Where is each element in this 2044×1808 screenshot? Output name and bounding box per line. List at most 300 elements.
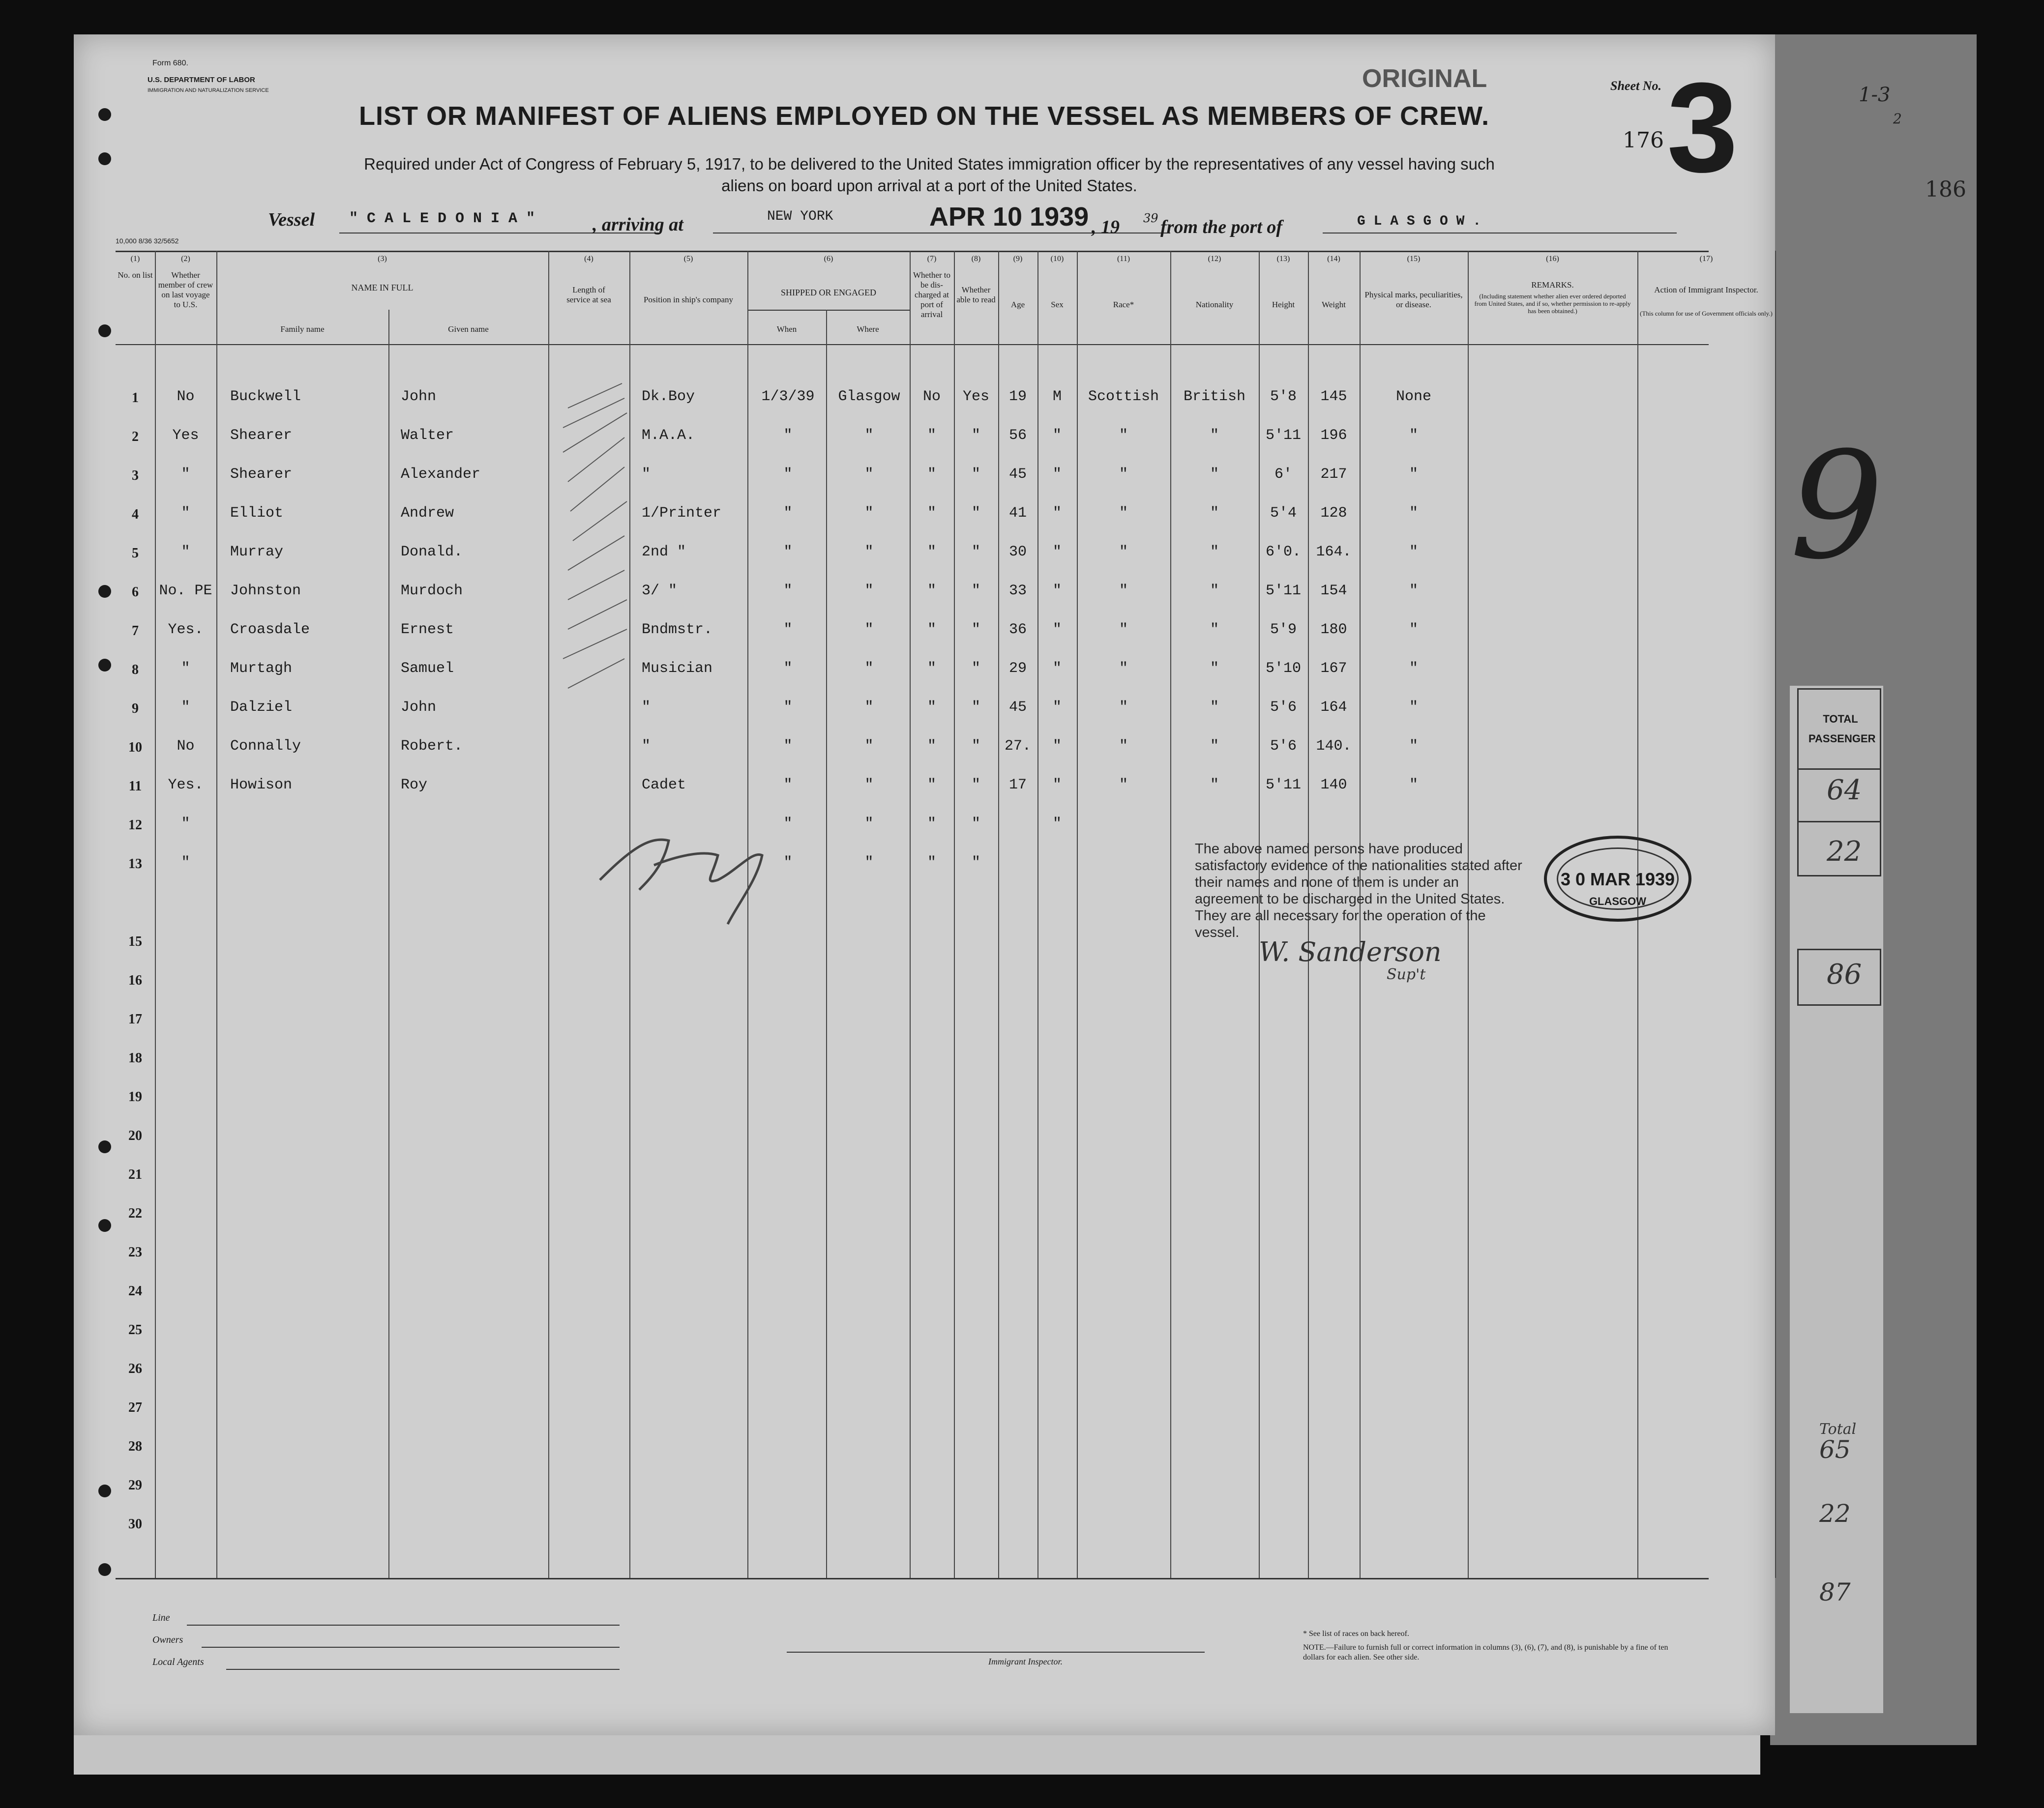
row-number: 30 bbox=[128, 1516, 142, 1532]
tally-header-box bbox=[1797, 688, 1881, 770]
discharged-cell: " bbox=[927, 544, 936, 560]
row-number: 13 bbox=[128, 856, 142, 872]
able-to-read-cell: " bbox=[971, 466, 980, 483]
row-number: 9 bbox=[132, 701, 139, 716]
race-cell: " bbox=[1119, 738, 1128, 755]
immigrant-inspector-label: Immigrant Inspector. bbox=[988, 1657, 1063, 1666]
race-cell: " bbox=[1119, 583, 1128, 599]
shipped-where-cell: " bbox=[864, 777, 874, 793]
weight-cell: 196 bbox=[1320, 427, 1347, 444]
punch-hole bbox=[98, 152, 111, 165]
original-stamp: ORIGINAL bbox=[1362, 64, 1487, 93]
shipped-when-cell: " bbox=[783, 505, 793, 522]
physical-marks-cell: " bbox=[1409, 777, 1418, 793]
column-number: (17) bbox=[1699, 255, 1713, 263]
physical-marks-cell: " bbox=[1409, 505, 1418, 522]
certification-text: The above named persons have produced satisfactory evidence of the nationalities stated after their names and none of them is under an agreement to be discharged in the United States. They are all necessary for the operation of the vessel. bbox=[1195, 841, 1522, 940]
nationality-cell: " bbox=[1210, 699, 1219, 716]
header-remarks: REMARKS. bbox=[1531, 280, 1574, 290]
age-cell: 33 bbox=[1008, 583, 1027, 599]
row-number: 10 bbox=[128, 740, 142, 755]
family-name-cell: Buckwell bbox=[230, 388, 301, 405]
row-number: 22 bbox=[128, 1206, 142, 1221]
height-cell: 5'6 bbox=[1270, 738, 1297, 755]
header-where: Where bbox=[857, 324, 879, 334]
able-to-read-cell: Yes bbox=[962, 388, 989, 405]
year-label: , 19 bbox=[1092, 217, 1120, 237]
header-inspector-note: (This column for use of Government officials only.) bbox=[1640, 310, 1773, 317]
column-number: (5) bbox=[683, 255, 693, 263]
footer-agents-label: Local Agents bbox=[152, 1657, 204, 1667]
column-line bbox=[1037, 251, 1038, 1578]
header-physical-marks: Physical marks, peculiarities, or disease. bbox=[1364, 290, 1463, 309]
last-voyage-cell: Yes bbox=[172, 427, 199, 444]
family-name-cell: Elliot bbox=[230, 505, 284, 522]
weight-cell: 140. bbox=[1316, 738, 1352, 755]
position-cell: Dk.Boy bbox=[642, 388, 695, 405]
column-number: (9) bbox=[1013, 255, 1023, 263]
column-number: (14) bbox=[1327, 255, 1340, 263]
column-line bbox=[1170, 251, 1171, 1578]
shipped-when-cell: " bbox=[783, 699, 793, 716]
tally-label: TOTAL PASSENGER bbox=[1808, 713, 1876, 745]
position-cell: M.A.A. bbox=[642, 427, 695, 444]
family-name-cell: Howison bbox=[230, 777, 293, 793]
races-note: * See list of races on back hereof. bbox=[1303, 1630, 1409, 1638]
race-cell: Scottish bbox=[1088, 388, 1159, 405]
table-header-bottom bbox=[116, 344, 1709, 345]
header-family-name: Family name bbox=[280, 324, 325, 334]
shipped-when-cell: " bbox=[783, 466, 793, 483]
subtitle-line-2: aliens on board upon arrival at a port of the United States. bbox=[721, 176, 1137, 195]
given-name-cell: Donald. bbox=[401, 544, 463, 560]
table-top-border bbox=[116, 251, 1709, 252]
tally-total: 22 bbox=[1819, 1499, 1851, 1528]
able-to-read-cell: " bbox=[971, 777, 980, 793]
height-cell: 5'6 bbox=[1270, 699, 1297, 716]
discharged-cell: " bbox=[927, 466, 936, 483]
column-line bbox=[548, 251, 549, 1578]
able-to-read-cell: " bbox=[971, 738, 980, 755]
column-number: (10) bbox=[1050, 255, 1064, 263]
form-number: Form 680. bbox=[152, 59, 188, 67]
shipped-where-cell: " bbox=[864, 816, 874, 832]
row-number: 23 bbox=[128, 1245, 142, 1260]
column-line bbox=[1077, 251, 1078, 1578]
age-cell: 56 bbox=[1008, 427, 1027, 444]
shipped-when-cell: " bbox=[783, 427, 793, 444]
nationality-cell: " bbox=[1210, 777, 1219, 793]
able-to-read-cell: " bbox=[971, 544, 980, 560]
last-voyage-cell: " bbox=[181, 699, 190, 716]
header-remarks-note: (Including statement whether alien ever ordered deported from United States, and if so, whether permission to re-apply has been obtained.) bbox=[1474, 292, 1631, 315]
shipped-divider bbox=[747, 310, 910, 311]
shipped-when-cell: " bbox=[783, 816, 793, 832]
column-line bbox=[910, 251, 911, 1578]
punch-hole bbox=[98, 659, 111, 671]
header-position: Position in ship's company bbox=[643, 295, 734, 304]
able-to-read-cell: " bbox=[971, 505, 980, 522]
column-number: (15) bbox=[1407, 255, 1421, 263]
sheet-stamp-number: 176 bbox=[1623, 128, 1664, 153]
weight-cell: 164. bbox=[1316, 544, 1352, 560]
given-name-cell: Murdoch bbox=[401, 583, 463, 599]
punch-hole bbox=[98, 1563, 111, 1576]
header-age: Age bbox=[1010, 300, 1025, 309]
year-suffix: 39 bbox=[1143, 211, 1158, 225]
header-name-in-full: NAME IN FULL bbox=[351, 283, 414, 292]
position-cell: " bbox=[642, 466, 651, 483]
column-line bbox=[1775, 251, 1776, 1578]
penalty-note: NOTE.—Failure to furnish full or correct information in columns (3), (6), (7), and (8), is punishable by a fine of ten dollars for each alien. See other side. bbox=[1303, 1643, 1668, 1662]
weight-cell: 128 bbox=[1320, 505, 1347, 522]
sex-cell: " bbox=[1052, 777, 1062, 793]
position-cell: " bbox=[642, 699, 651, 716]
header-no-on-list: No. on list bbox=[118, 270, 153, 280]
height-cell: 5'10 bbox=[1265, 660, 1301, 677]
physical-marks-cell: " bbox=[1409, 699, 1418, 716]
sex-cell: " bbox=[1052, 544, 1062, 560]
arriving-label: , arriving at bbox=[592, 214, 683, 235]
given-name-cell: Alexander bbox=[401, 466, 481, 483]
age-cell: 36 bbox=[1008, 621, 1027, 638]
glasgow-date-stamp bbox=[1544, 836, 1691, 922]
race-cell: " bbox=[1119, 699, 1128, 716]
shipped-when-cell: 1/3/39 bbox=[761, 388, 815, 405]
height-cell: 5'8 bbox=[1270, 388, 1297, 405]
family-name-cell: Murray bbox=[230, 544, 284, 560]
able-to-read-cell: " bbox=[971, 816, 980, 832]
corner-mark: 1-3 bbox=[1859, 84, 1891, 106]
age-cell: 45 bbox=[1008, 699, 1027, 716]
column-number: (13) bbox=[1276, 255, 1290, 263]
column-line bbox=[155, 251, 156, 1578]
footer-underline bbox=[226, 1669, 620, 1670]
discharged-cell: " bbox=[927, 583, 936, 599]
discharged-cell: No bbox=[922, 388, 941, 405]
last-voyage-cell: " bbox=[181, 816, 190, 832]
given-name-cell: Robert. bbox=[401, 738, 463, 755]
footer-owners-label: Owners bbox=[152, 1634, 183, 1645]
height-cell: 5'9 bbox=[1270, 621, 1297, 638]
row-number: 27 bbox=[128, 1400, 142, 1415]
header-race: Race* bbox=[1113, 300, 1134, 309]
height-cell: 5'11 bbox=[1265, 427, 1301, 444]
header-inspector-action: Action of Immigrant Inspector. bbox=[1654, 285, 1758, 294]
row-number: 21 bbox=[128, 1167, 142, 1182]
signature-title: Sup't bbox=[1387, 966, 1426, 983]
age-cell: 45 bbox=[1008, 466, 1027, 483]
sex-cell: " bbox=[1052, 621, 1062, 638]
row-number: 17 bbox=[128, 1012, 142, 1027]
last-voyage-cell: " bbox=[181, 854, 190, 871]
header-length-of-service: Length of service at sea bbox=[566, 285, 611, 304]
height-cell: 6' bbox=[1274, 466, 1292, 483]
header-nationality: Nationality bbox=[1195, 300, 1234, 309]
from-port-label: from the port of bbox=[1160, 217, 1283, 237]
shipped-when-cell: " bbox=[783, 544, 793, 560]
footer-underline bbox=[202, 1647, 620, 1648]
margin-handwritten-number: 9 bbox=[1790, 420, 1884, 592]
header-given-name: Given name bbox=[448, 324, 489, 334]
last-voyage-cell: No bbox=[177, 738, 195, 755]
header-height: Height bbox=[1272, 300, 1295, 309]
header-discharged: Whether to be dis-charged at port of arrival bbox=[913, 270, 950, 319]
given-name-cell: Samuel bbox=[401, 660, 454, 677]
last-voyage-cell: " bbox=[181, 544, 190, 560]
inspector-signature-line bbox=[787, 1652, 1205, 1653]
department-name: U.S. DEPARTMENT OF LABOR bbox=[148, 76, 255, 84]
nationality-cell: " bbox=[1210, 738, 1219, 755]
last-voyage-cell: No bbox=[177, 388, 195, 405]
nationality-cell: " bbox=[1210, 544, 1219, 560]
nationality-cell: " bbox=[1210, 505, 1219, 522]
punch-hole bbox=[98, 585, 111, 598]
row-number: 26 bbox=[128, 1361, 142, 1376]
row-number: 24 bbox=[128, 1283, 142, 1299]
shipped-where-cell: " bbox=[864, 427, 874, 444]
shipped-where-cell: " bbox=[864, 544, 874, 560]
column-number: (7) bbox=[927, 255, 937, 263]
arrival-date-stamp: APR 10 1939 bbox=[929, 202, 1089, 232]
column-line bbox=[954, 251, 955, 1578]
underlying-page bbox=[74, 1735, 1760, 1775]
header-weight: Weight bbox=[1322, 300, 1346, 309]
given-name-cell: John bbox=[401, 699, 437, 716]
row-number: 25 bbox=[128, 1322, 142, 1338]
shipped-when-cell: " bbox=[783, 621, 793, 638]
sheet-label: Sheet No. bbox=[1610, 79, 1661, 93]
discharged-cell: " bbox=[927, 621, 936, 638]
nationality-cell: " bbox=[1210, 621, 1219, 638]
column-number: (6) bbox=[824, 255, 833, 263]
height-cell: 5'11 bbox=[1265, 777, 1301, 793]
row-number: 20 bbox=[128, 1128, 142, 1143]
shipped-where-cell: " bbox=[864, 466, 874, 483]
physical-marks-cell: " bbox=[1409, 466, 1418, 483]
nationality-cell: " bbox=[1210, 660, 1219, 677]
able-to-read-cell: " bbox=[971, 621, 980, 638]
age-cell: 29 bbox=[1008, 660, 1027, 677]
corner-mark: 186 bbox=[1925, 177, 1966, 202]
print-code: 10,000 8/36 32/5652 bbox=[116, 237, 179, 245]
sex-cell: M bbox=[1052, 388, 1062, 405]
tally-total: 87 bbox=[1819, 1578, 1851, 1606]
race-cell: " bbox=[1119, 544, 1128, 560]
weight-cell: 217 bbox=[1320, 466, 1347, 483]
discharged-cell: " bbox=[927, 699, 936, 716]
age-cell: 27. bbox=[1004, 738, 1031, 755]
weight-cell: 145 bbox=[1320, 388, 1347, 405]
position-cell: Cadet bbox=[642, 777, 686, 793]
height-cell: 6'0. bbox=[1265, 544, 1301, 560]
race-cell: " bbox=[1119, 660, 1128, 677]
discharged-cell: " bbox=[927, 777, 936, 793]
punch-hole bbox=[98, 1140, 111, 1153]
row-number: 1 bbox=[132, 390, 139, 406]
nationality-cell: British bbox=[1183, 388, 1246, 405]
row-number: 29 bbox=[128, 1478, 142, 1493]
punch-hole bbox=[98, 324, 111, 337]
given-name-cell: Roy bbox=[401, 777, 428, 793]
last-voyage-cell: Yes. bbox=[168, 777, 204, 793]
punch-hole bbox=[98, 1219, 111, 1232]
shipped-where-cell: Glasgow bbox=[838, 388, 900, 405]
table-bottom-border bbox=[116, 1578, 1709, 1579]
position-cell: Bndmstr. bbox=[642, 621, 713, 638]
shipped-when-cell: " bbox=[783, 660, 793, 677]
family-name-cell: Johnston bbox=[230, 583, 301, 599]
sex-cell: " bbox=[1052, 505, 1062, 522]
race-cell: " bbox=[1119, 621, 1128, 638]
age-cell: 17 bbox=[1008, 777, 1027, 793]
manifest-sheet bbox=[74, 34, 1775, 1735]
row-number: 15 bbox=[128, 934, 142, 949]
tally-value: 64 bbox=[1827, 774, 1862, 806]
able-to-read-cell: " bbox=[971, 660, 980, 677]
sheet-number: 3 bbox=[1667, 57, 1738, 199]
physical-marks-cell: None bbox=[1395, 388, 1431, 405]
arriving-port: NEW YORK bbox=[767, 209, 833, 224]
position-cell: 1/Printer bbox=[642, 505, 722, 522]
row-number: 28 bbox=[128, 1439, 142, 1454]
subtitle-line-1: Required under Act of Congress of February 5, 1917, to be delivered to the United States immigration officer by the representatives of any vessel having such bbox=[364, 155, 1495, 173]
physical-marks-cell: " bbox=[1409, 621, 1418, 638]
position-cell: 2nd " bbox=[642, 544, 686, 560]
shipped-where-cell: " bbox=[864, 660, 874, 677]
family-name-cell: Shearer bbox=[230, 466, 293, 483]
vessel-name: " C A L E D O N I A " bbox=[349, 210, 535, 227]
column-number: (2) bbox=[181, 255, 190, 263]
row-number: 2 bbox=[132, 429, 139, 444]
position-cell: " bbox=[642, 738, 651, 755]
tally-value: 22 bbox=[1827, 836, 1862, 868]
header-last-voyage: Whether member of crew on last voyage to U.S. bbox=[158, 270, 213, 309]
discharged-cell: " bbox=[927, 816, 936, 832]
discharged-cell: " bbox=[927, 660, 936, 677]
sex-cell: " bbox=[1052, 466, 1062, 483]
last-voyage-cell: No. PE bbox=[159, 583, 212, 599]
column-number: (8) bbox=[971, 255, 981, 263]
punch-hole bbox=[98, 108, 111, 121]
column-line bbox=[388, 310, 389, 1578]
tally-total-label: Total bbox=[1819, 1421, 1857, 1438]
physical-marks-cell: " bbox=[1409, 660, 1418, 677]
able-to-read-cell: " bbox=[971, 583, 980, 599]
able-to-read-cell: " bbox=[971, 699, 980, 716]
discharged-cell: " bbox=[927, 738, 936, 755]
family-name-cell: Shearer bbox=[230, 427, 293, 444]
row-number: 18 bbox=[128, 1050, 142, 1066]
column-line bbox=[826, 310, 827, 1578]
race-cell: " bbox=[1119, 427, 1128, 444]
row-number: 6 bbox=[132, 584, 139, 600]
last-voyage-cell: " bbox=[181, 660, 190, 677]
family-name-cell: Croasdale bbox=[230, 621, 310, 638]
physical-marks-cell: " bbox=[1409, 427, 1418, 444]
header-able-to-read: Whether able to read bbox=[956, 285, 996, 304]
race-cell: " bbox=[1119, 466, 1128, 483]
row-number: 12 bbox=[128, 817, 142, 833]
tally-value: 86 bbox=[1827, 959, 1862, 991]
height-cell: 5'11 bbox=[1265, 583, 1301, 599]
row-number: 19 bbox=[128, 1089, 142, 1105]
row-number: 8 bbox=[132, 662, 139, 677]
header-when: When bbox=[776, 324, 797, 334]
age-cell: 41 bbox=[1008, 505, 1027, 522]
shipped-when-cell: " bbox=[783, 738, 793, 755]
vessel-label: Vessel bbox=[268, 209, 315, 230]
last-voyage-cell: " bbox=[181, 466, 190, 483]
column-line bbox=[998, 251, 999, 1578]
service-name: IMMIGRATION AND NATURALIZATION SERVICE bbox=[148, 87, 269, 93]
column-number: (11) bbox=[1117, 255, 1130, 263]
weight-cell: 180 bbox=[1320, 621, 1347, 638]
family-name-cell: Murtagh bbox=[230, 660, 293, 677]
race-cell: " bbox=[1119, 777, 1128, 793]
punch-hole bbox=[98, 1485, 111, 1497]
superintendent-signature: W. Sanderson bbox=[1259, 936, 1442, 967]
height-cell: 5'4 bbox=[1270, 505, 1297, 522]
shipped-where-cell: " bbox=[864, 583, 874, 599]
given-name-cell: Andrew bbox=[401, 505, 454, 522]
row-number: 5 bbox=[132, 546, 139, 561]
sex-cell: " bbox=[1052, 660, 1062, 677]
family-name-cell: Dalziel bbox=[230, 699, 293, 716]
sex-cell: " bbox=[1052, 583, 1062, 599]
row-number: 3 bbox=[132, 468, 139, 483]
position-cell: Musician bbox=[642, 660, 713, 677]
able-to-read-cell: " bbox=[971, 427, 980, 444]
handwritten-scribble bbox=[590, 821, 777, 934]
corner-mark: 2 bbox=[1893, 111, 1902, 127]
sex-cell: " bbox=[1052, 816, 1062, 832]
footer-line-label: Line bbox=[152, 1612, 170, 1623]
shipped-where-cell: " bbox=[864, 505, 874, 522]
header-sex: Sex bbox=[1051, 300, 1064, 309]
shipped-when-cell: " bbox=[783, 777, 793, 793]
column-number: (12) bbox=[1208, 255, 1221, 263]
row-number: 4 bbox=[132, 507, 139, 522]
row-number: 16 bbox=[128, 973, 142, 988]
stamp-place: GLASGOW bbox=[1589, 895, 1647, 907]
row-number: 7 bbox=[132, 623, 139, 639]
physical-marks-cell: " bbox=[1409, 544, 1418, 560]
nationality-cell: " bbox=[1210, 466, 1219, 483]
given-name-cell: John bbox=[401, 388, 437, 405]
physical-marks-cell: " bbox=[1409, 583, 1418, 599]
discharged-cell: " bbox=[927, 854, 936, 871]
column-number: (1) bbox=[130, 255, 140, 263]
last-voyage-cell: Yes. bbox=[168, 621, 204, 638]
family-name-cell: Connally bbox=[230, 738, 301, 755]
nationality-cell: " bbox=[1210, 427, 1219, 444]
page-title: LIST OR MANIFEST OF ALIENS EMPLOYED ON THE VESSEL AS MEMBERS OF CREW. bbox=[359, 101, 1490, 131]
column-line bbox=[216, 251, 217, 1578]
column-number: (3) bbox=[378, 255, 387, 263]
column-number: (16) bbox=[1546, 255, 1559, 263]
column-number: (4) bbox=[584, 255, 593, 263]
age-cell: 30 bbox=[1008, 544, 1027, 560]
physical-marks-cell: " bbox=[1409, 738, 1418, 755]
weight-cell: 154 bbox=[1320, 583, 1347, 599]
header-shipped-engaged: SHIPPED OR ENGAGED bbox=[780, 288, 876, 297]
shipped-where-cell: " bbox=[864, 621, 874, 638]
weight-cell: 164 bbox=[1320, 699, 1347, 716]
sex-cell: " bbox=[1052, 738, 1062, 755]
footer-underline bbox=[187, 1625, 620, 1626]
stamp-date: 3 0 MAR 1939 bbox=[1560, 869, 1675, 889]
